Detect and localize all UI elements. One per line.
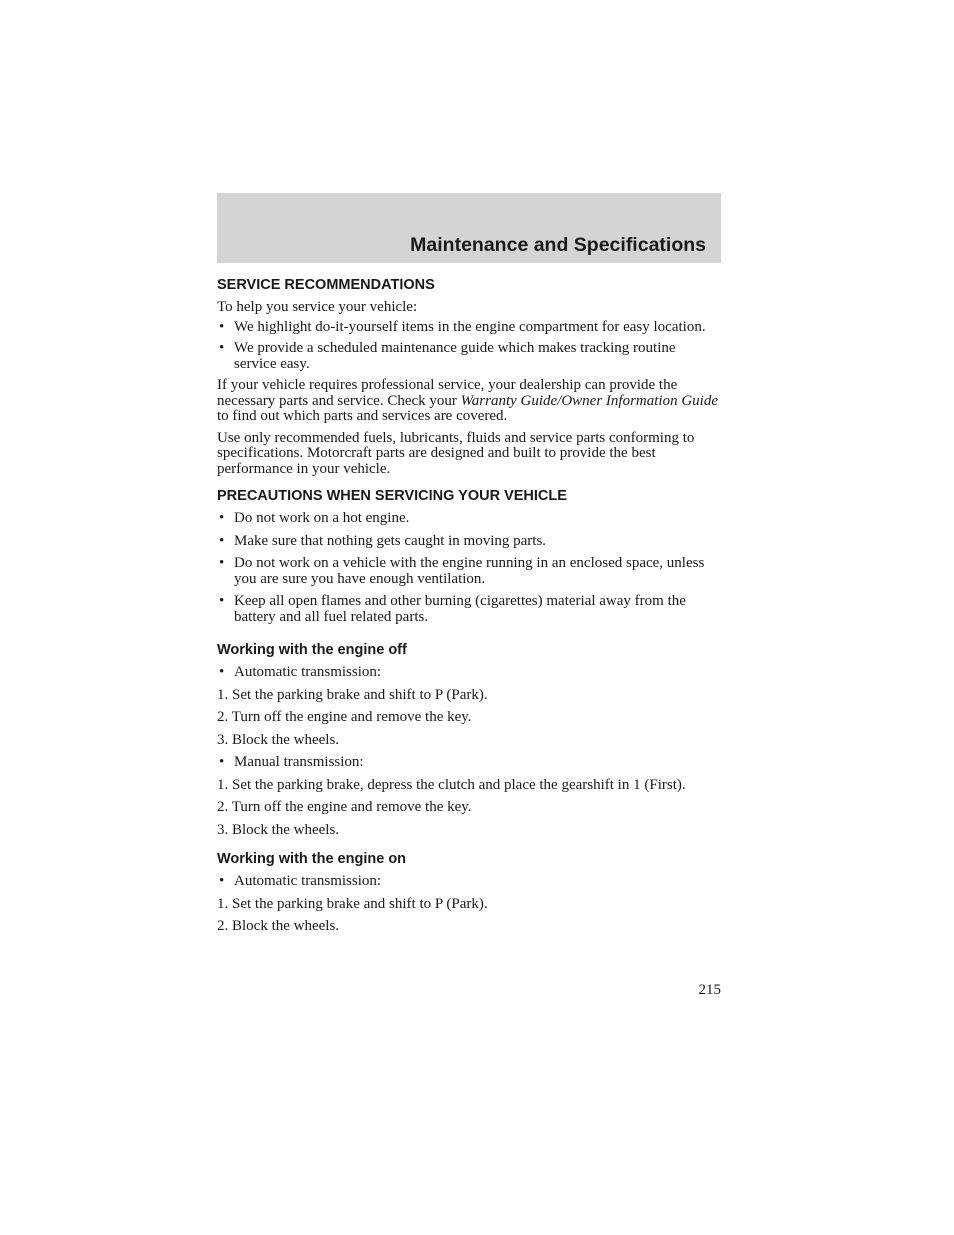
list-item: • Automatic transmission:	[219, 664, 382, 680]
bullet-icon: •	[219, 754, 225, 770]
step-item: 1. Set the parking brake and shift to P (Park).	[217, 895, 488, 912]
step-item: 3. Block the wheels.	[217, 821, 340, 838]
service-bullet-list	[217, 320, 721, 373]
bullet-icon: •	[219, 664, 225, 680]
list-item: • We highlight do-it-yourself items in the engine compartment for easy location.	[219, 318, 706, 335]
engine-on-heading: Working with the engine on	[217, 851, 407, 867]
precautions-heading: PRECAUTIONS WHEN SERVICING YOUR VEHICLE	[217, 488, 567, 504]
bullet-icon: •	[219, 510, 225, 526]
list-item: • Do not work on a hot engine.	[219, 510, 410, 526]
list-item: • Automatic transmission:	[219, 873, 382, 889]
list-item: • Keep all open flames and other burning (cigarettes) material away from the battery and all fuel related parts.	[219, 593, 686, 625]
list-item: • Manual transmission:	[219, 754, 364, 770]
engine-off-manual-list	[217, 755, 721, 771]
list-item: • We provide a scheduled maintenance guide which makes tracking routine service easy.	[219, 340, 676, 372]
section-title: Maintenance and Specifications	[410, 234, 706, 256]
list-item: • Do not work on a vehicle with the engine running in an enclosed space, unless you are sure you have enough ventilation.	[219, 555, 705, 587]
step-item: 1. Set the parking brake and shift to P (Park).	[217, 686, 488, 703]
step-item: 1. Set the parking brake, depress the clutch and place the gearshift in 1 (First).	[217, 776, 686, 793]
bullet-icon: •	[219, 532, 225, 549]
warranty-guide-title: Warranty Guide/Owner Information Guide	[460, 392, 719, 409]
bullet-icon: •	[219, 340, 225, 356]
step-item: 2. Turn off the engine and remove the key.	[217, 709, 472, 725]
professional-service-paragraph: If your vehicle requires professional service, your dealership can provide the necessary parts and service. Check your Warranty Guide/Owner Information Guide to find out which parts and services are covered.	[217, 377, 719, 424]
step-item: 2. Turn off the engine and remove the key.	[217, 799, 472, 815]
bullet-icon: •	[219, 593, 225, 609]
step-item: 3. Block the wheels.	[217, 731, 340, 748]
page-content	[217, 276, 721, 942]
page-number: 215	[698, 982, 721, 998]
section-header-band	[217, 193, 721, 263]
service-intro: To help you service your vehicle:	[217, 299, 418, 315]
step-item: 2. Block the wheels.	[217, 918, 340, 934]
recommended-parts-paragraph: Use only recommended fuels, lubricants, fluids and service parts conforming to specifications. Motorcraft parts are designed and built to provide the best performance in your vehicle.	[217, 429, 695, 477]
list-item: • Make sure that nothing gets caught in moving parts.	[219, 532, 547, 549]
service-recommendations-heading: SERVICE RECOMMENDATIONS	[217, 277, 435, 293]
engine-off-heading: Working with the engine off	[217, 642, 407, 658]
bullet-icon: •	[219, 873, 225, 889]
engine-on-auto-list	[217, 874, 721, 890]
precautions-bullet-list	[217, 511, 721, 625]
bullet-icon: •	[219, 555, 225, 571]
engine-off-auto-list	[217, 665, 721, 681]
bullet-icon: •	[219, 318, 225, 335]
